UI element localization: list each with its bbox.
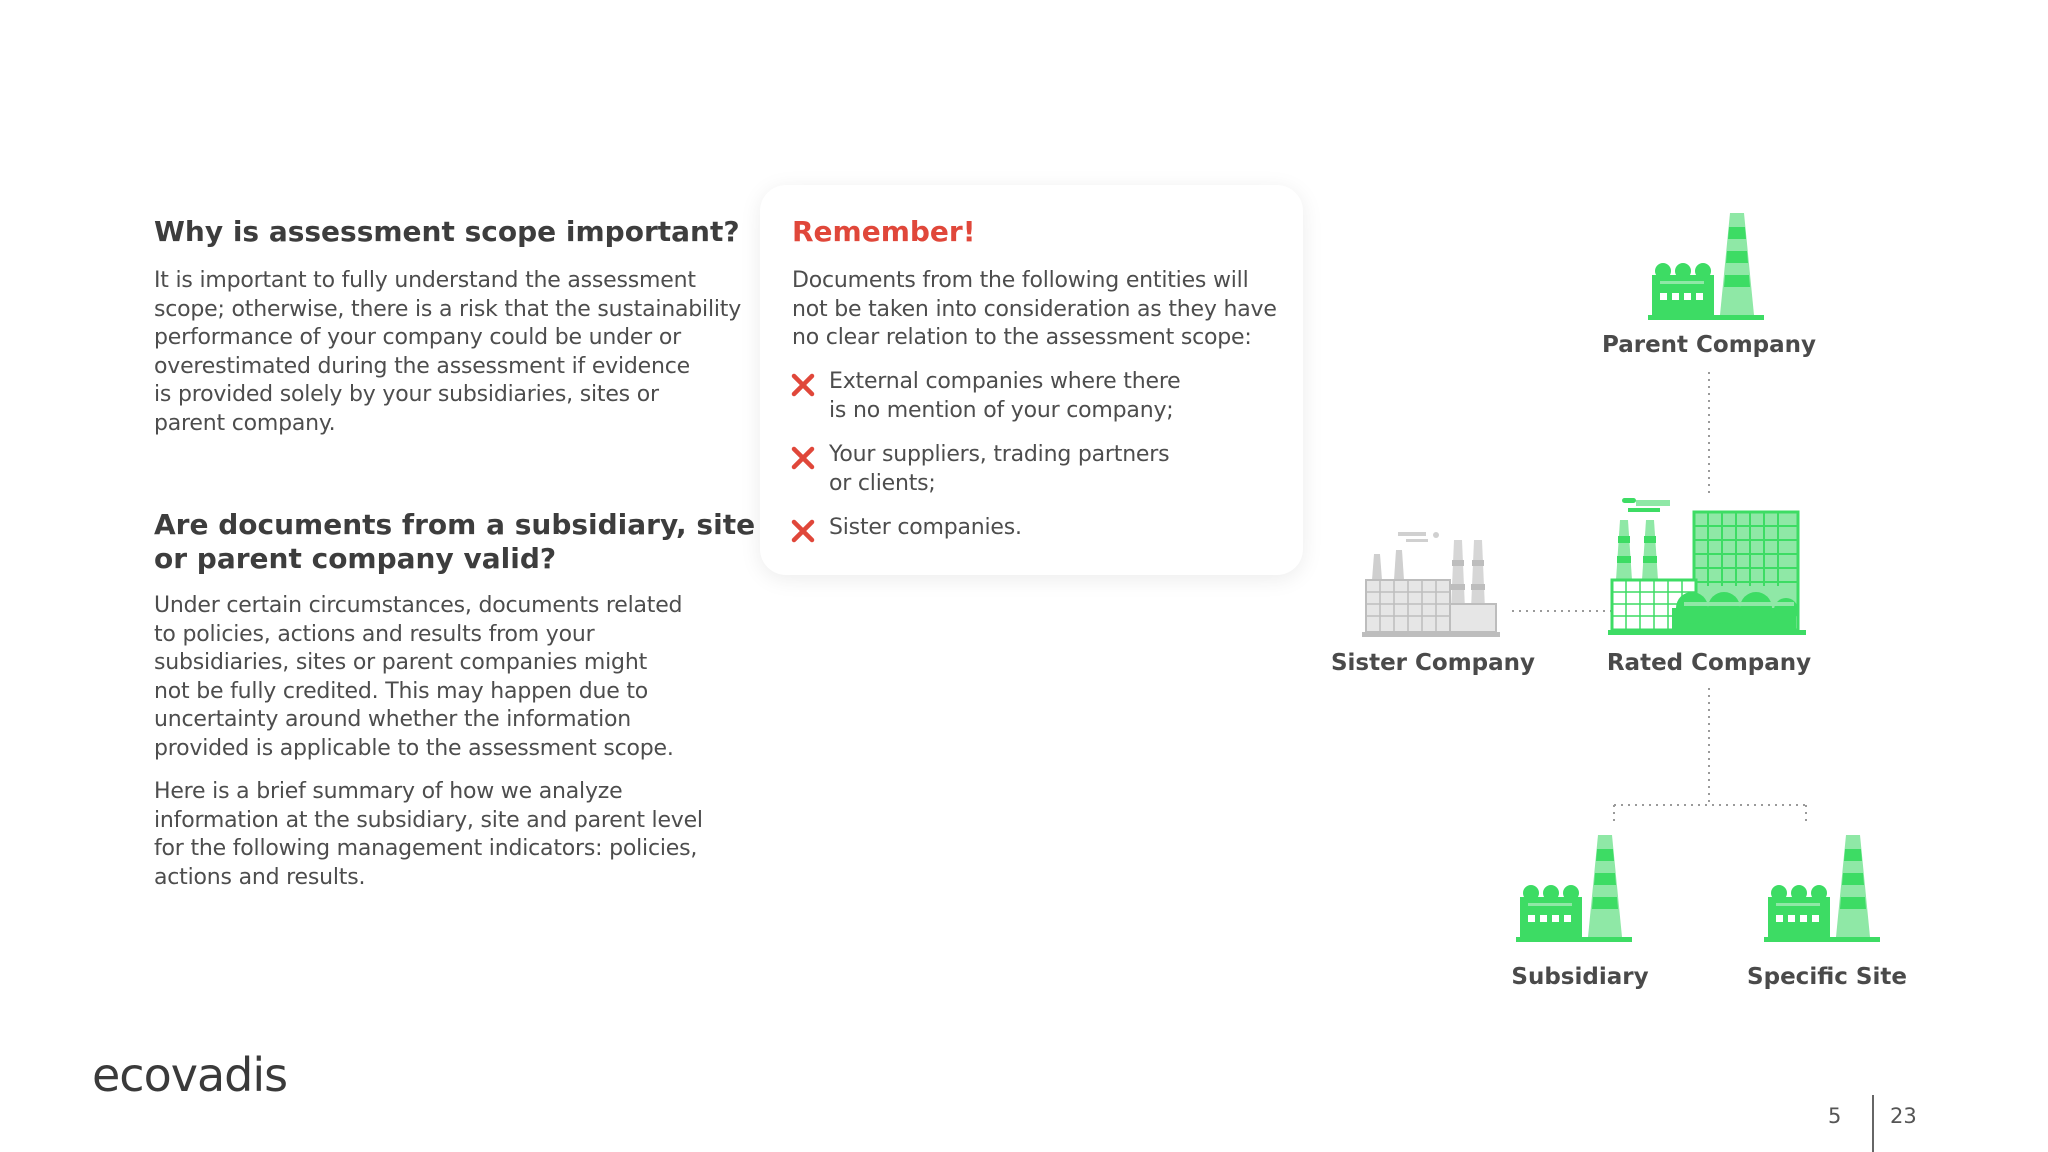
rated-company-factory-icon: [1608, 496, 1806, 636]
subsidiary-factory-icon: [1516, 835, 1632, 943]
paragraph-scope-importance: It is important to fully understand the assessment scope; otherwise, there is a risk that the sustainability performance of your company could be under or overestimated during the assessment if evidence is provided solely by your subsidiaries, sites or parent company.: [154, 268, 742, 436]
label-parent-company: Parent Company: [1601, 332, 1817, 358]
paragraph-circumstances: Under certain circumstances, documents related to policies, actions and results from your subsidiaries, sites or parent companies might not be fully credited. This may happen due to uncertainty around whether the information provided is applicable to the assessment scope.: [154, 593, 683, 761]
list-item-text: Sister companies.: [829, 515, 1022, 540]
page-total: 23: [1890, 1104, 1917, 1128]
heading-scope-importance: Why is assessment scope important?: [154, 215, 740, 248]
sister-company-factory-icon: [1362, 530, 1500, 638]
label-specific-site: Specific Site: [1747, 964, 1907, 990]
list-item-text: External companies where there is no mention of your company;: [829, 369, 1181, 423]
paragraph-summary: Here is a brief summary of how we analyze information at the subsidiary, site and parent level for the following management indicators: policies, actions and results.: [154, 779, 703, 890]
ecovadis-logo: ecovadis: [92, 1048, 288, 1102]
label-subsidiary: Subsidiary: [1511, 964, 1649, 990]
specific-site-factory-icon: [1764, 835, 1880, 943]
heading-documents-valid: Are documents from a subsidiary, site or parent company valid?: [154, 508, 756, 575]
list-item-text: Your suppliers, trading partners or clients;: [829, 442, 1170, 496]
label-sister-company: Sister Company: [1330, 650, 1536, 676]
label-rated-company: Rated Company: [1606, 650, 1812, 676]
remember-intro: Documents from the following entities will not be taken into consideration as they have no clear relation to the assessment scope:: [792, 268, 1277, 350]
page-divider: [1872, 1095, 1874, 1152]
parent-company-factory-icon: [1648, 213, 1764, 321]
page-number: 5: [1828, 1104, 1842, 1128]
remember-title: Remember!: [792, 215, 976, 248]
